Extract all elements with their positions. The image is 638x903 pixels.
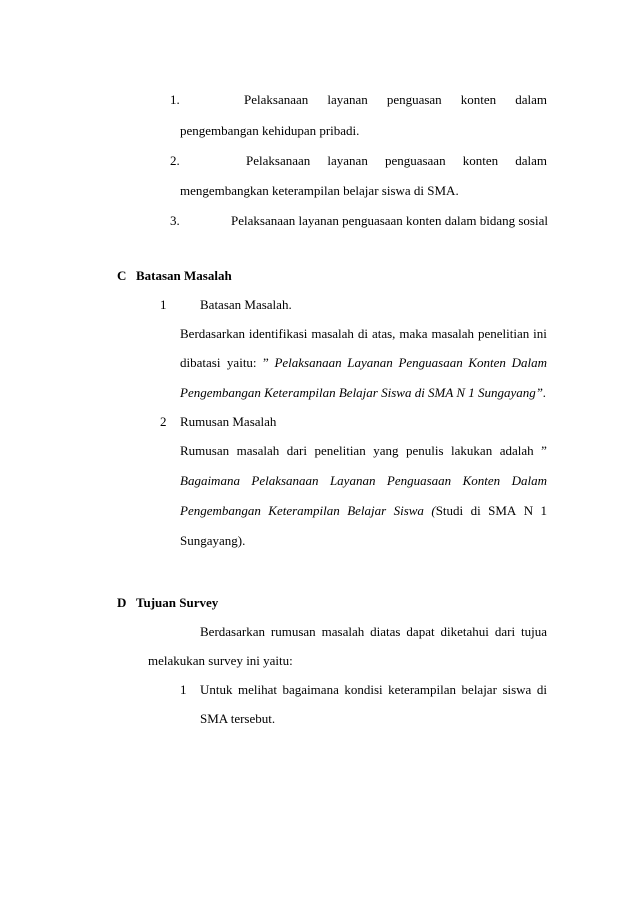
word: yang xyxy=(373,443,399,458)
word: keterampilan xyxy=(388,682,457,697)
word: tujua xyxy=(521,624,547,639)
word: masalah xyxy=(321,624,365,639)
word: Berdasarkan xyxy=(200,624,265,639)
list-item-2-line-1 xyxy=(246,153,547,169)
word: Untuk xyxy=(200,682,233,697)
word: masalah xyxy=(236,443,280,458)
word: ( xyxy=(431,503,436,518)
word: Studi xyxy=(435,503,464,518)
word: siswa xyxy=(502,682,532,697)
list-number: 3. xyxy=(170,213,180,228)
word: identifikasi xyxy=(248,326,308,341)
sub-number: 1 xyxy=(180,682,187,697)
word: Belajar xyxy=(347,503,387,518)
word: Pelaksanaan xyxy=(244,92,309,107)
list-item-1-line-2: pengembangan kehidupan pribadi. xyxy=(180,123,360,138)
word: penelitian xyxy=(314,443,366,458)
sub-heading: Batasan Masalah. xyxy=(200,297,292,312)
word: Dalam xyxy=(511,355,547,370)
sub-heading: Rumusan Masalah xyxy=(180,414,277,429)
word: di xyxy=(536,682,547,697)
word: dari xyxy=(494,624,516,639)
word: Siswa xyxy=(393,503,424,518)
word: dalam xyxy=(515,153,547,168)
word: melihat xyxy=(238,682,278,697)
word: N xyxy=(523,503,534,518)
word: ” xyxy=(541,443,547,458)
word: di xyxy=(470,503,481,518)
word: rumusan xyxy=(270,624,316,639)
section-letter: C xyxy=(117,268,127,283)
word: bagaimana xyxy=(282,682,339,697)
list-number: 2. xyxy=(170,153,180,168)
word: Konten xyxy=(462,473,501,488)
word: Pelaksanaan xyxy=(246,153,311,168)
word: konten xyxy=(460,92,497,107)
word: adalah xyxy=(499,443,534,458)
word: Pengembangan xyxy=(180,503,261,518)
word: Dalam xyxy=(511,473,547,488)
paragraph-line xyxy=(180,473,547,489)
word: atas, xyxy=(371,326,396,341)
word: SMA xyxy=(488,503,517,518)
word: penguasan xyxy=(386,92,442,107)
word: maka xyxy=(399,326,428,341)
word: dapat xyxy=(406,624,435,639)
word: penulis xyxy=(405,443,444,458)
word: masalah xyxy=(431,326,475,341)
section-heading: Batasan Masalah xyxy=(136,268,232,283)
word: penguasaan xyxy=(384,153,446,168)
paragraph-line: melakukan survey ini yaitu: xyxy=(148,653,293,668)
word: masalah xyxy=(311,326,354,341)
list-item-3-line-1: Pelaksanaan layanan penguasaan konten dalam bidang sosial xyxy=(231,213,548,228)
word: dari xyxy=(286,443,307,458)
sub-number: 1 xyxy=(160,297,167,312)
word: Keterampilan xyxy=(268,503,340,518)
phrase: dibatasi yaitu: ” xyxy=(180,355,269,370)
word-group xyxy=(431,503,463,519)
word: diatas xyxy=(370,624,401,639)
list-item-2-line-2: mengembangkan keterampilan belajar siswa di SMA. xyxy=(180,183,459,198)
word: Layanan xyxy=(329,473,376,488)
word: Penguasaan xyxy=(386,473,452,488)
word: 1 xyxy=(540,503,547,518)
section-heading: Tujuan Survey xyxy=(136,595,219,610)
paragraph-line: Sungayang). xyxy=(180,533,246,548)
word: di xyxy=(357,326,368,341)
word: Konten xyxy=(468,355,506,370)
word: layanan xyxy=(327,153,368,168)
word: Layanan xyxy=(347,355,393,370)
paragraph-line: SMA tersebut. xyxy=(200,711,276,726)
paragraph-line xyxy=(200,682,547,698)
sub-number: 2 xyxy=(160,414,167,429)
word: Berdasarkan xyxy=(180,326,245,341)
paragraph-line xyxy=(180,326,547,342)
word: layanan xyxy=(327,92,368,107)
word: belajar xyxy=(461,682,497,697)
paragraph-line: Pengembangan Keterampilan Belajar Siswa di SMA N 1 Sungayang”. xyxy=(180,385,547,400)
paragraph-line xyxy=(180,443,547,459)
word: penelitian xyxy=(477,326,530,341)
word: Bagaimana xyxy=(180,473,240,488)
list-number: 1. xyxy=(170,92,180,107)
word: dalam xyxy=(515,92,547,107)
paragraph-line xyxy=(180,355,547,371)
word: Pelaksanaan xyxy=(251,473,319,488)
word: diketahui xyxy=(440,624,489,639)
paragraph-line xyxy=(200,624,547,640)
section-letter: D xyxy=(117,595,127,610)
word: Pelaksanaan xyxy=(274,355,342,370)
word: Rumusan xyxy=(180,443,230,458)
word: konten xyxy=(462,153,499,168)
list-item-1-line-1 xyxy=(244,92,547,108)
word: ini xyxy=(533,326,547,341)
word: Penguasaan xyxy=(398,355,463,370)
word: kondisi xyxy=(344,682,383,697)
paragraph-line xyxy=(180,503,547,519)
word: lakukan xyxy=(451,443,493,458)
